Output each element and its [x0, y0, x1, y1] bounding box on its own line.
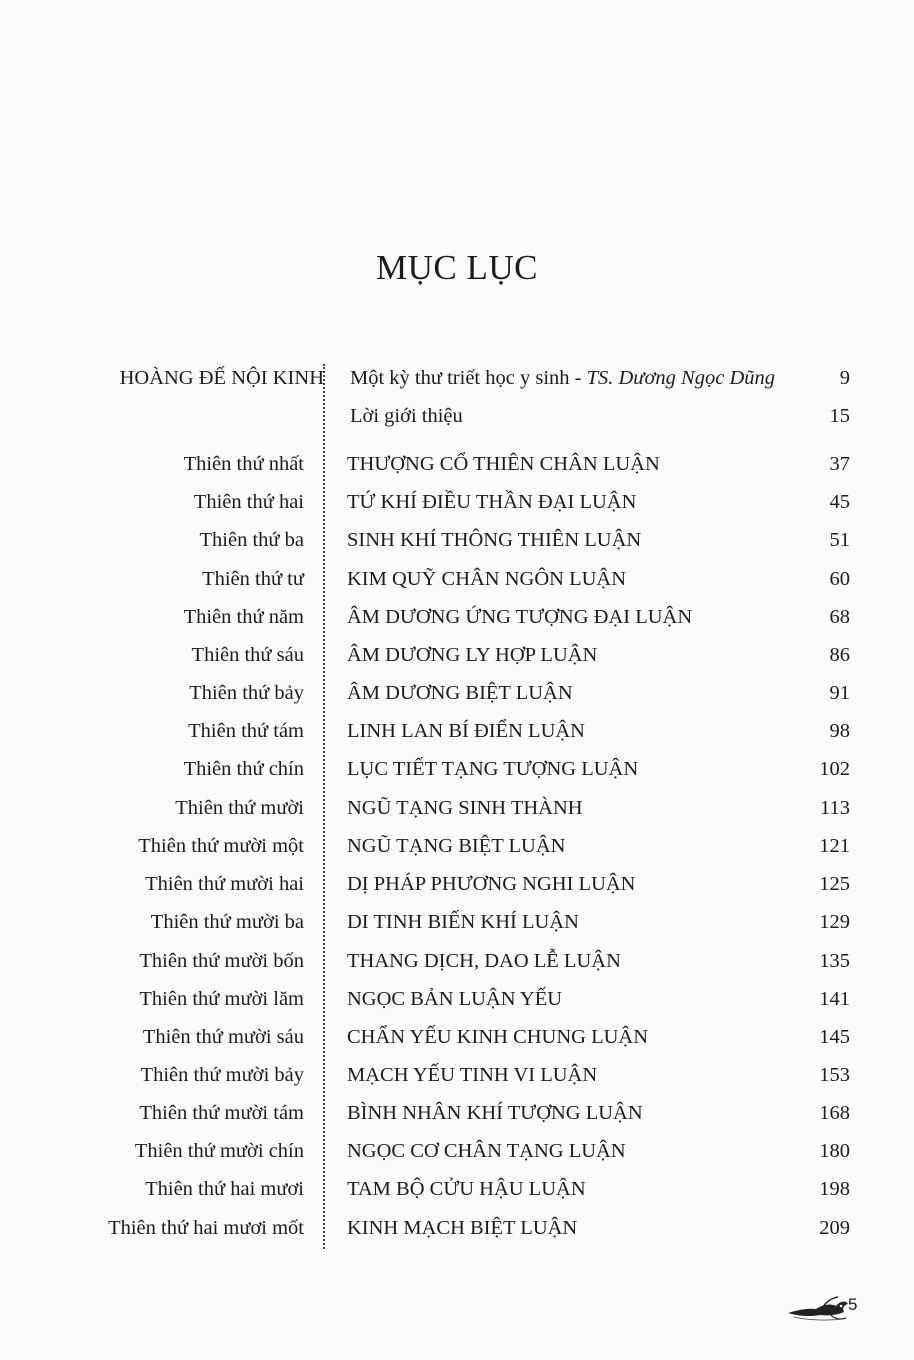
intro-title: Lời giới thiệu: [350, 405, 463, 427]
chapter-title[interactable]: SINH KHÍ THÔNG THIÊN LUẬN: [347, 529, 642, 551]
page-title: MỤC LỤC: [376, 248, 538, 287]
chapter-title[interactable]: ÂM DƯƠNG ỨNG TƯỢNG ĐẠI LUẬN: [347, 606, 693, 628]
chapter-title[interactable]: NGŨ TẠNG BIỆT LUẬN: [347, 835, 566, 857]
chapter-title[interactable]: LINH LAN BÍ ĐIỂN LUẬN: [347, 720, 585, 742]
intro-page-number: 9: [839, 367, 850, 389]
chapter-title[interactable]: ÂM DƯƠNG BIỆT LUẬN: [347, 682, 573, 704]
chapter-title[interactable]: DI TINH BIẾN KHÍ LUẬN: [347, 911, 579, 933]
chapter-label: Thiên thứ mười: [175, 797, 304, 819]
chapter-label: Thiên thứ hai mươi: [145, 1178, 304, 1200]
intro-page-number: 15: [829, 405, 850, 427]
chapter-page-number: 98: [829, 720, 850, 742]
chapter-page-number: 153: [819, 1064, 850, 1086]
chapter-title[interactable]: LỤC TIẾT TẠNG TƯỢNG LUẬN: [347, 758, 639, 780]
chapter-title[interactable]: THANG DỊCH, DAO LỄ LUẬN: [347, 950, 621, 972]
chapter-label: Thiên thứ tám: [188, 720, 304, 742]
chapter-page-number: 91: [829, 682, 850, 704]
book-title: HOÀNG ĐẾ NỘI KINH: [119, 367, 324, 389]
chapter-page-number: 60: [829, 568, 850, 590]
chapter-page-number: 180: [819, 1140, 850, 1162]
chapter-label: Thiên thứ mười bảy: [140, 1064, 304, 1086]
chapter-label: Thiên thứ sáu: [191, 644, 304, 666]
chapter-title[interactable]: KIM QUỸ CHÂN NGÔN LUẬN: [347, 568, 627, 590]
fish-dragon-ornament-icon: [786, 1294, 876, 1324]
chapter-title[interactable]: NGỌC CƠ CHÂN TẠNG LUẬN: [347, 1140, 626, 1162]
chapter-label: Thiên thứ mười lăm: [139, 988, 304, 1010]
chapter-page-number: 198: [819, 1178, 850, 1200]
intro-title: Một kỳ thư triết học y sinh: [350, 367, 570, 389]
chapter-page-number: 145: [819, 1026, 850, 1048]
chapter-label: Thiên thứ mười bốn: [139, 950, 304, 972]
chapter-title[interactable]: BÌNH NHÂN KHÍ TƯỢNG LUẬN: [347, 1102, 643, 1124]
chapter-label: Thiên thứ tư: [202, 568, 304, 590]
chapter-page-number: 113: [820, 797, 850, 819]
chapter-label: Thiên thứ ba: [199, 529, 304, 551]
chapter-title[interactable]: TAM BỘ CỬU HẬU LUẬN: [347, 1178, 586, 1200]
chapter-title[interactable]: CHẨN YẾU KINH CHUNG LUẬN: [347, 1026, 649, 1048]
chapter-page-number: 129: [819, 911, 850, 933]
chapter-title[interactable]: MẠCH YẾU TINH VI LUẬN: [347, 1064, 598, 1086]
chapter-page-number: 125: [819, 873, 850, 895]
chapter-page-number: 121: [819, 835, 850, 857]
chapter-label: Thiên thứ mười sáu: [142, 1026, 304, 1048]
chapter-label: Thiên thứ hai mươi mốt: [108, 1217, 304, 1239]
chapter-page-number: 102: [819, 758, 850, 780]
toc-divider: [323, 364, 325, 1249]
chapter-page-number: 37: [829, 453, 850, 475]
chapter-label: Thiên thứ mười một: [138, 835, 304, 857]
chapter-title[interactable]: ÂM DƯƠNG LY HỢP LUẬN: [347, 644, 598, 666]
chapter-title[interactable]: NGŨ TẠNG SINH THÀNH: [347, 797, 583, 819]
chapter-page-number: 168: [819, 1102, 850, 1124]
chapter-page-number: 141: [819, 988, 850, 1010]
chapter-title[interactable]: THƯỢNG CỔ THIÊN CHÂN LUẬN: [347, 453, 660, 475]
chapter-page-number: 86: [829, 644, 850, 666]
chapter-title[interactable]: TỨ KHÍ ĐIỀU THẦN ĐẠI LUẬN: [347, 491, 637, 513]
chapter-page-number: 51: [829, 529, 850, 551]
chapter-label: Thiên thứ chín: [183, 758, 304, 780]
chapter-page-number: 135: [819, 950, 850, 972]
chapter-page-number: 68: [829, 606, 850, 628]
intro-entry-title[interactable]: [350, 404, 463, 428]
chapter-label: Thiên thứ bảy: [189, 682, 304, 704]
chapter-label: Thiên thứ năm: [183, 606, 304, 628]
intro-entry-title[interactable]: [350, 366, 775, 390]
intro-author: TS. Dương Ngọc Dũng: [586, 367, 775, 389]
chapter-label: Thiên thứ mười hai: [145, 873, 304, 895]
chapter-label: Thiên thứ mười chín: [134, 1140, 304, 1162]
chapter-title[interactable]: DỊ PHÁP PHƯƠNG NGHI LUẬN: [347, 873, 636, 895]
chapter-page-number: 209: [819, 1217, 850, 1239]
page-number: 5: [848, 1295, 858, 1314]
chapter-label: Thiên thứ mười tám: [139, 1102, 304, 1124]
chapter-label: Thiên thứ nhất: [183, 453, 304, 475]
chapter-label: Thiên thứ hai: [193, 491, 304, 513]
chapter-label: Thiên thứ mười ba: [150, 911, 304, 933]
intro-separator: -: [569, 367, 587, 389]
chapter-page-number: 45: [829, 491, 850, 513]
chapter-title[interactable]: NGỌC BẢN LUẬN YẾU: [347, 988, 563, 1010]
chapter-title[interactable]: KINH MẠCH BIỆT LUẬN: [347, 1217, 578, 1239]
